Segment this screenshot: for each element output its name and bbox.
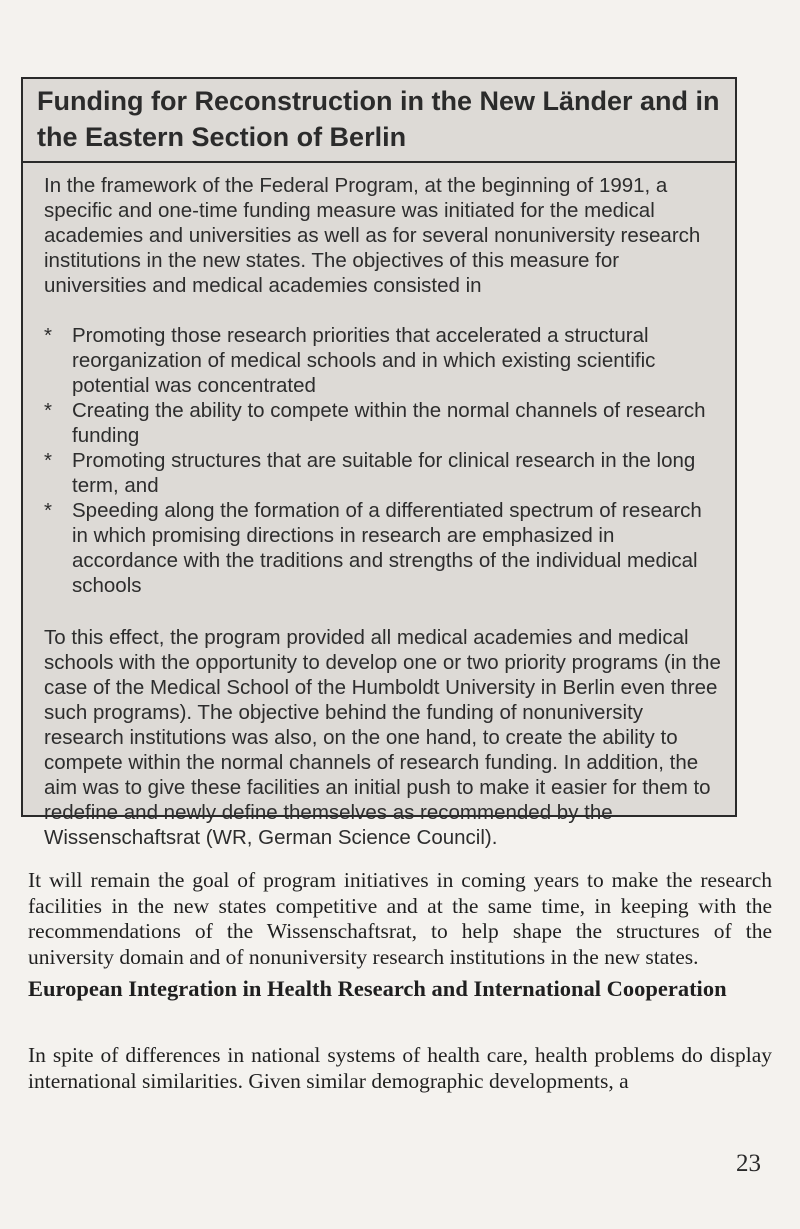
main-text [28,868,772,970]
section-heading: European Integration in Health Research and International Cooperation [28,976,727,1001]
box-closing-paragraph: To this effect, the program provided all medical academies and medical schools with the opportunity to develop one or two priority programs (in the case of the Medical School of the Humboldt University in Berlin even three such programs). The objective behind the funding of nonuniversity research institutions was also, on the one hand, to create the ability to compete within the normal channels of research funding. In addition, the aim was to give these facilities an initial push to make it easier for them to redefine and newly define themselves as recommended by the Wissenschaftsrat (WR, German Science Council). [44,626,721,849]
main-paragraph: It will remain the goal of program initiatives in coming years to make the research facilities in the new states competitive and at the same time, in keeping with the recommendations of the Wissenschaftsrat, to help shape the structures of the university domain and of nonuniversity research institutions in the new states. [28,868,772,969]
box-intro-paragraph: In the framework of the Federal Program, at the beginning of 1991, a specific and one-time funding measure was initiated for the medical academies and universities as well as for several nonuniversity research institutions in the new states. The objectives of this measure for universities and medical academies consisted in [44,174,701,297]
bullet-marker: * [44,449,52,472]
bullet-marker: * [44,399,52,422]
section-paragraph: In spite of differences in national systems of health care, health problems do display international similarities. Given similar demographic developments, a [28,1043,772,1093]
list-item [44,498,721,598]
list-item-text: Promoting those research priorities that accelerated a structural reorganization of medical schools and in which existing scientific potential was concentrated [72,324,656,397]
box-body [23,163,735,850]
list-item [44,398,721,448]
objectives-list [44,323,721,598]
box-title: Funding for Reconstruction in the New Länder and in the Eastern Section of Berlin [37,86,720,152]
list-item-text: Creating the ability to compete within the normal channels of research funding [72,399,706,447]
funding-box [21,77,737,849]
list-item-text: Speeding along the formation of a differentiated spectrum of research in which promising directions in research are emphasized in accordance with the traditions and strengths of the individual medical schools [72,499,702,597]
list-item-text: Promoting structures that are suitable for clinical research in the long term, and [72,449,696,497]
box-title-bar [23,79,735,163]
list-item [44,323,721,398]
bullet-marker: * [44,324,52,347]
list-item [44,448,721,498]
bullet-marker: * [44,499,52,522]
section-text [28,1043,772,1094]
page-number: 23 [736,1150,761,1177]
